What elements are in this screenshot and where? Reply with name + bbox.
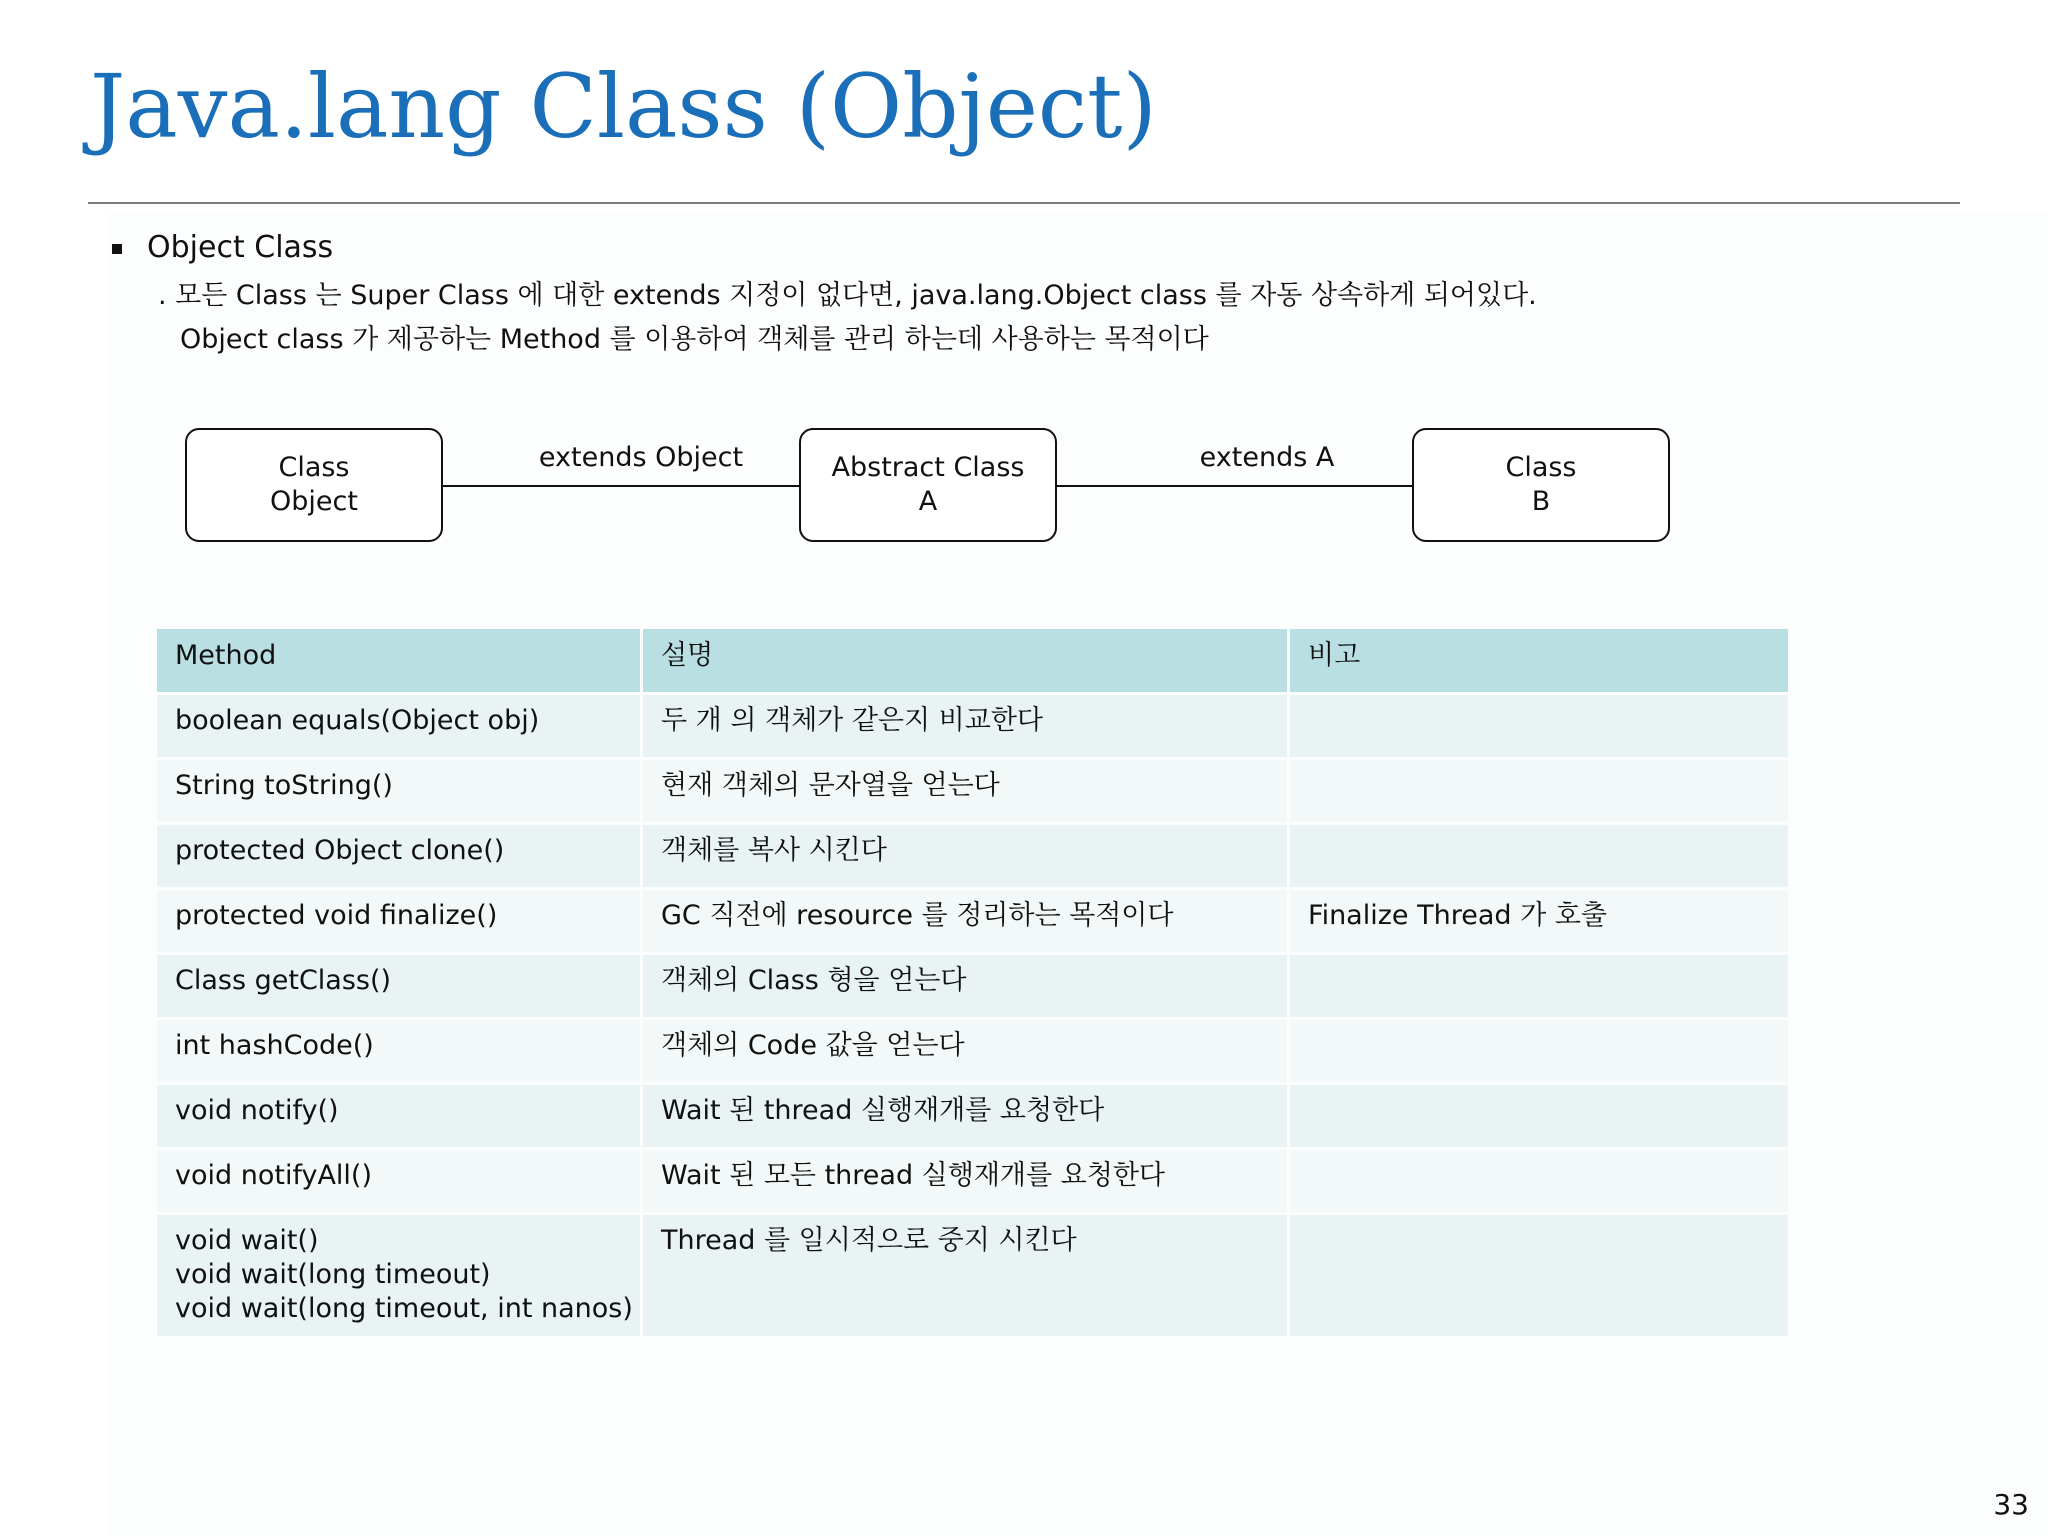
node-label-line2: A bbox=[918, 486, 938, 517]
note-cell bbox=[1290, 695, 1788, 757]
description-cell: Thread 를 일시적으로 중지 시킨다 bbox=[643, 1215, 1287, 1336]
section-heading: Object Class bbox=[147, 230, 334, 265]
node-label-line1: Class bbox=[1505, 452, 1577, 483]
description-cell: Wait 된 모든 thread 실행재개를 요청한다 bbox=[643, 1150, 1287, 1212]
table-row bbox=[157, 1085, 1788, 1147]
node-abstract-class-a bbox=[799, 428, 1057, 542]
method-cell bbox=[157, 1215, 640, 1336]
edge-label-extends-object: extends Object bbox=[538, 442, 744, 473]
table-header-row bbox=[157, 629, 1788, 692]
description-cell: GC 직전에 resource 를 정리하는 목적이다 bbox=[643, 890, 1287, 952]
description-line-2: Object class 가 제공하는 Method 를 이용하여 객체를 관리 하는데 사용하는 목적이다 bbox=[180, 324, 1209, 355]
description-cell: 객체의 Code 값을 얻는다 bbox=[643, 1020, 1287, 1082]
note-cell bbox=[1290, 825, 1788, 887]
column-header-note: 비고 bbox=[1290, 629, 1788, 692]
description-cell: 현재 객체의 문자열을 얻는다 bbox=[643, 760, 1287, 822]
node-label-line1: Abstract Class bbox=[831, 452, 1025, 483]
page-number: 33 bbox=[1993, 1488, 2029, 1521]
description-cell: 두 개 의 객체가 같은지 비교한다 bbox=[643, 695, 1287, 757]
method-line: void wait(long timeout) bbox=[175, 1259, 491, 1290]
description-cell: 객체를 복사 시킨다 bbox=[643, 825, 1287, 887]
method-cell: protected void finalize() bbox=[157, 890, 640, 952]
table-row bbox=[157, 695, 1788, 757]
node-class-object bbox=[185, 428, 443, 542]
bullet-square-icon bbox=[112, 244, 122, 254]
node-class-b bbox=[1412, 428, 1670, 542]
table-row bbox=[157, 955, 1788, 1017]
table-row bbox=[157, 760, 1788, 822]
connector-a-to-b bbox=[1057, 485, 1413, 487]
note-cell bbox=[1290, 1150, 1788, 1212]
connector-object-to-a bbox=[443, 485, 799, 487]
title-divider bbox=[88, 202, 1960, 204]
page-title: Java.lang Class (Object) bbox=[90, 55, 1157, 158]
method-line: void wait(long timeout, int nanos) bbox=[175, 1293, 633, 1324]
description-line-1: . 모든 Class 는 Super Class 에 대한 extends 지정이 없다면, java.lang.Object class 를 자동 상속하게 되어있다. bbox=[158, 280, 1537, 311]
method-cell: int hashCode() bbox=[157, 1020, 640, 1082]
table-row bbox=[157, 1020, 1788, 1082]
edge-label-extends-a: extends A bbox=[1199, 442, 1335, 473]
method-cell: void notify() bbox=[157, 1085, 640, 1147]
method-cell: Class getClass() bbox=[157, 955, 640, 1017]
note-cell bbox=[1290, 955, 1788, 1017]
method-cell: protected Object clone() bbox=[157, 825, 640, 887]
description-cell: Wait 된 thread 실행재개를 요청한다 bbox=[643, 1085, 1287, 1147]
method-cell: String toString() bbox=[157, 760, 640, 822]
table-row bbox=[157, 825, 1788, 887]
note-cell bbox=[1290, 760, 1788, 822]
node-label-line1: Class bbox=[278, 452, 350, 483]
note-cell bbox=[1290, 1020, 1788, 1082]
description-cell: 객체의 Class 형을 얻는다 bbox=[643, 955, 1287, 1017]
table-row bbox=[157, 1150, 1788, 1212]
node-label-line2: Object bbox=[270, 486, 358, 517]
column-header-description: 설명 bbox=[643, 629, 1287, 692]
node-label-line2: B bbox=[1531, 486, 1551, 517]
column-header-method: Method bbox=[157, 629, 640, 692]
table-row bbox=[157, 890, 1788, 952]
note-cell bbox=[1290, 1085, 1788, 1147]
note-cell: Finalize Thread 가 호출 bbox=[1290, 890, 1788, 952]
method-line: void wait() bbox=[175, 1225, 319, 1256]
method-cell: void notifyAll() bbox=[157, 1150, 640, 1212]
method-table bbox=[154, 626, 1791, 1339]
note-cell bbox=[1290, 1215, 1788, 1336]
method-cell: boolean equals(Object obj) bbox=[157, 695, 640, 757]
table-row bbox=[157, 1215, 1788, 1336]
